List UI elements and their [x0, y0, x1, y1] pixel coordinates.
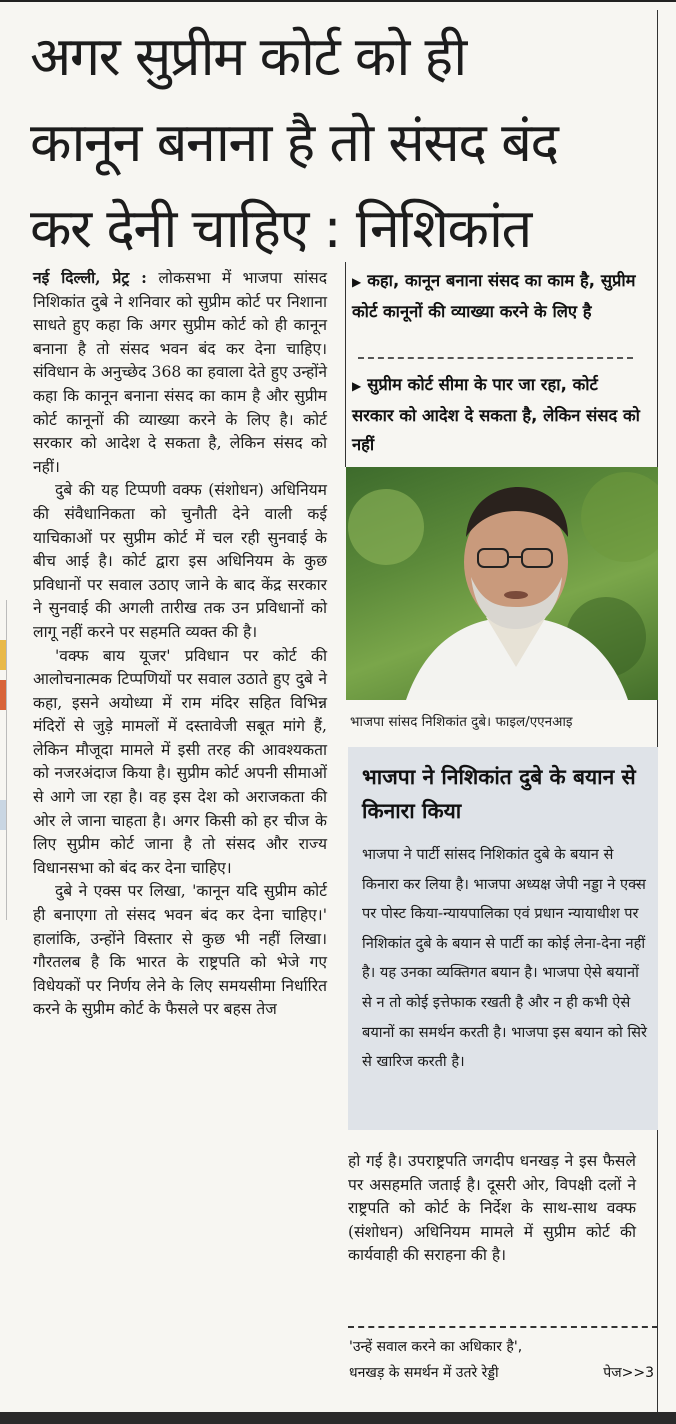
- sidebar-title: भाजपा ने निशिकांत दुबे के बयान से किनारा किया: [362, 765, 636, 823]
- pullquote-1: [352, 266, 642, 326]
- bottom-bar: [0, 1412, 676, 1424]
- photo-caption: भाजपा सांसद निशिकांत दुबे। फाइल/एएनआइ: [350, 714, 573, 730]
- edge-color-chip: [0, 800, 6, 830]
- article-paragraph-right: हो गई है। उपराष्ट्रपति जगदीप धनखड़ ने इस फैसले पर असहमति जताई है। दूसरी ओर, विपक्षी दलों ने राष्ट्रपति को कोर्ट के निर्देश के साथ-साथ वक्फ (संशोधन) अधिनियम मामले में सुप्रीम कोर्ट की कार्यवाही की सराहना की है।: [348, 1152, 636, 1265]
- related-story-teaser[interactable]: [349, 1334, 654, 1386]
- article-paragraph-1-text: लोकसभा में भाजपा सांसद निशिकांत दुबे ने शनिवार को सुप्रीम कोर्ट पर निशाना साधते हुए कहा कि अगर सुप्रीम कोर्ट को ही कानून बनाना है तो संसद भवन बंद कर देना चाहिए। संविधान के अनुच्छेद 368 का हवाला देते हुए उन्होंने कहा कि कानून बनाना संसद का काम है और सुप्रीम कोर्ट कानूनों की व्याख्या करने के लिए है। कोर्ट सरकार को आदेश दे सकता है, लेकिन संसद को नहीं।: [33, 269, 327, 476]
- article-column-left: [33, 266, 327, 1022]
- adjacent-page-edge: [0, 600, 7, 920]
- teaser-separator: [348, 1326, 658, 1328]
- teaser-line-2: [349, 1360, 654, 1386]
- pullquote-2-text: सुप्रीम कोर्ट सीमा के पार जा रहा, कोर्ट सरकार को आदेश दे सकता है, लेकिन संसद को नहीं: [352, 375, 640, 454]
- pullquote-2: [352, 370, 642, 459]
- headline-line-2: कानून बनाना है तो संसद बंद: [30, 111, 558, 174]
- article-photo: [346, 467, 658, 700]
- page-reference[interactable]: पेज>>3: [603, 1365, 654, 1381]
- person-portrait-illustration: [346, 467, 658, 700]
- headline: [30, 14, 660, 272]
- pullquote-divider: [345, 262, 346, 467]
- headline-line-3: कर देनी चाहिए : निशिकांत: [30, 197, 531, 260]
- pullquote-separator: [358, 357, 633, 359]
- teaser-line-1: 'उन्हें सवाल करने का अधिकार है',: [349, 1339, 523, 1355]
- dateline: नई दिल्ली, प्रेट्र :: [33, 268, 147, 287]
- edge-color-chip: [0, 640, 6, 670]
- teaser-line-2-text: धनखड़ के समर्थन में उतरे रेड्डी: [349, 1365, 499, 1381]
- article-paragraph-4: दुबे ने एक्स पर लिखा, 'कानून यदि सुप्रीम कोर्ट ही बनाएगा तो संसद भवन बंद कर देना चाहिए।' हालांकि, उन्होंने विस्तार से कुछ भी नहीं लिखा। गौरतलब है कि भारत के राष्ट्रपति को भेजे गए विधेयकों पर निर्णय लेने के लिए समयसीमा निर्धारित करने के सुप्रीम कोर्ट के फैसले पर बहस तेज: [33, 882, 327, 1019]
- headline-line-1: अगर सुप्रीम कोर्ट को ही: [30, 25, 466, 88]
- pullquote-1-text: कहा, कानून बनाना संसद का काम है, सुप्रीम कोर्ट कानूनों की व्याख्या करने के लिए है: [352, 271, 636, 321]
- triangle-bullet-icon: ▶: [352, 379, 362, 393]
- article-paragraph-1: [33, 266, 327, 479]
- edge-color-chip: [0, 680, 6, 710]
- article-column-right: [348, 1150, 636, 1268]
- triangle-bullet-icon: ▶: [352, 275, 362, 289]
- article-paragraph-2: दुबे की यह टिप्पणी वक्फ (संशोधन) अधिनियम की संवैधानिकता को चुनौती देने वाली कई याचिकाओं पर सुप्रीम कोर्ट में चल रही सुनवाई के बीच आई है। कोर्ट द्वारा इस अधिनियम के कुछ प्रविधानों पर सवाल उठाए जाने के बाद केंद्र सरकार ने सुनवाई की अगली तारीख तक उन प्रविधानों को लागू नहीं करने पर सहमति व्यक्त की है।: [33, 481, 327, 641]
- top-rule: [0, 0, 676, 2]
- article-paragraph-3: 'वक्फ बाय यूजर' प्रविधान पर कोर्ट की आलोचनात्मक टिप्पणियों पर सवाल उठाते हुए दुबे ने कहा, इसने अयोध्या में राम मंदिर सहित विभिन्न मंदिरों से जुड़े मामलों में दस्तावेजी सबूत मांगे हैं, लेकिन मौजूदा मामले में इसी तरह की आवश्यकता को नजरअंदाज किया है। सुप्रीम कोर्ट अपनी सीमाओं से आगे जा रहा है। वह इस देश को अराजकता की ओर ले जाना चाहता है। अगर किसी को हर चीज के लिए सुप्रीम कोर्ट जाना है तो संसद और राज्य विधानसभा को बंद कर देना चाहिए।: [33, 646, 327, 877]
- sidebar-body: भाजपा ने पार्टी सांसद निशिकांत दुबे के बयान से किनारा कर लिया है। भाजपा अध्यक्ष जेपी नड्डा ने एक्स पर पोस्ट किया-न्यायपालिका एवं प्रधान न्यायाधीश पर निशिकांत दुबे के बयान से पार्टी का कोई लेना-देना नहीं है। यह उनका व्यक्तिगत बयान है। भाजपा ऐसे बयानों से न तो कोई इत्तेफाक रखती है और न ही कभी ऐसे बयानों का समर्थन करती है। भाजपा इस बयान को सिरे से खारिज करती है।: [362, 846, 648, 1071]
